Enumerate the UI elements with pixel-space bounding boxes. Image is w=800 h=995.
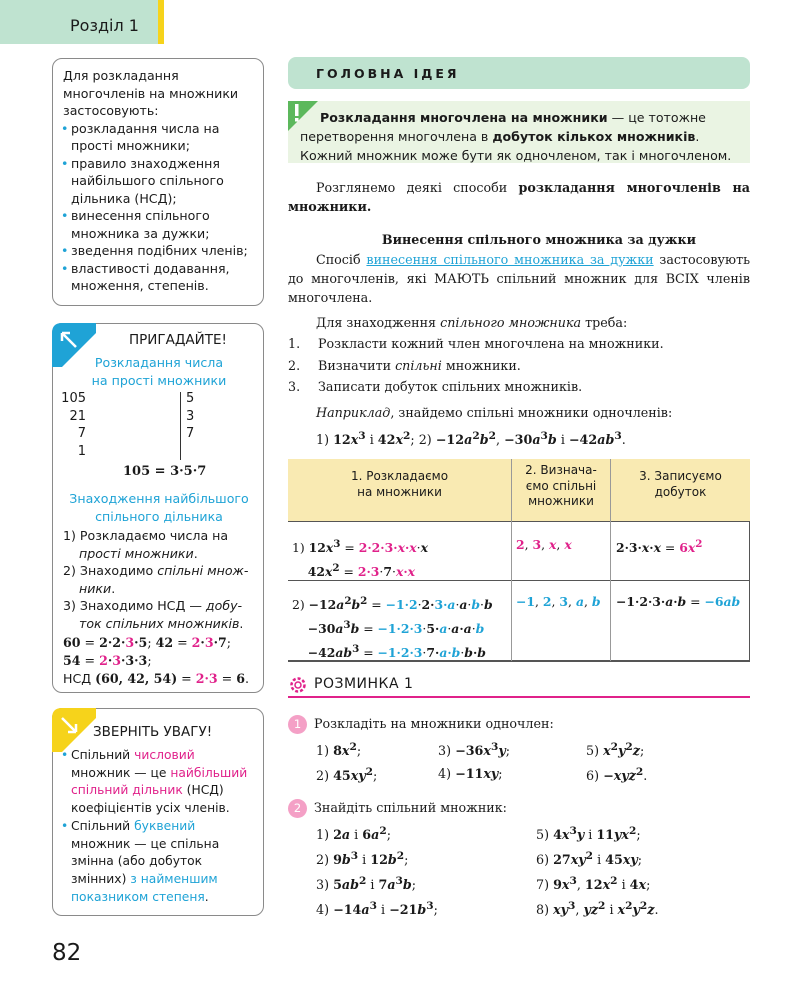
- table-cell: $2) -12a^2b^2 = -1\cdot 2\cdot 2\cdot 3\cdot a\cdot a\cdot b\cdot b$ $-30a^3b = -1\cdot 2\cdot 3\cdot 5\cdot a\cdot a\cdot a\cdot b$ $-42ab^3 = -1\cdot 2\cdot 3\cdot 7\cdot a\cdot b\cdot b\cdot b$: [292, 595, 493, 661]
- attention-list: [61, 747, 257, 906]
- example-expressions: 1) $12x^3$ і $42x^2$; $2) -12a^2b^2$, $-30a^3b$ $і -42ab^3$.: [316, 430, 626, 448]
- exercise-item: $3) -36x^3y$;: [438, 741, 510, 759]
- intro-list: [63, 120, 253, 295]
- task-number-badge: 1: [288, 715, 307, 734]
- factor-prime: 3: [186, 408, 195, 424]
- table-cell: 1) $12x^3 = 2\cdot 2\cdot 3\cdot x\cdot x\cdot x$ $42x^2 = 2\cdot 3\cdot 7\cdot x\cdot x$: [292, 538, 429, 580]
- gcd-step-2: 2) Знаходимо спільні множ- ники.: [63, 563, 249, 596]
- example-paragraph: Наприклад, знайдемо спільні множники одночленів:: [316, 405, 673, 420]
- exercise-item: 6) −xyz$^2$.: [586, 766, 648, 784]
- intro-item: • розкладання числа на прості множники;: [63, 120, 253, 155]
- gcd-example: 60 = 2·2·3·5; 42 = 2·3·7; 54 = 2·3·3·3; НСД (60, 42, 54) = 2·3 = 6.: [63, 635, 249, 686]
- method-paragraph: Спосіб винесення спільного множника за дужки застосовують до многочленів, які МАЮТЬ спільний множник для ВСІХ членів многочлена.: [288, 252, 750, 305]
- exercise-item: 7) $9x^3$, $12x^2$ і 4x;: [536, 875, 651, 893]
- factor-value: 7: [77, 426, 86, 441]
- intro-box: [52, 58, 264, 306]
- exercise-item: 1) $8x^2$;: [316, 741, 362, 759]
- definition-box: [288, 101, 750, 163]
- recall-subtitle: Розкладання числа: [94, 355, 224, 370]
- factor-value: 1: [77, 443, 86, 459]
- factor-prime: 7: [186, 426, 195, 441]
- exercise-item: 4) −11xy;: [438, 766, 503, 781]
- section-tab: [0, 0, 164, 44]
- arrow-corner-icon: [52, 708, 96, 752]
- page-number: 82: [52, 940, 82, 966]
- steps-list: [288, 333, 664, 398]
- table-header: 1. Розкладаємо на множники: [288, 459, 511, 521]
- step-item: 1. Розкласти кожний член многочлена на множники.: [288, 336, 664, 351]
- gcd-title: Знаходження найбільшого: [69, 491, 249, 506]
- exercise-item: 1) 2a і $6a^2$;: [316, 825, 391, 843]
- method-heading: Винесення спільного множника за дужки: [381, 232, 697, 247]
- warmup-title: РОЗМИНКА 1: [314, 676, 414, 692]
- table-cell: 2, 3, x, x: [516, 537, 572, 552]
- exercise-item: 5) $4x^3y$ і $11yx^2$;: [536, 825, 641, 843]
- example-table: [288, 459, 750, 661]
- factor-prime: 5: [186, 391, 195, 406]
- table-header: 3. Записуємо добуток: [611, 459, 750, 521]
- find-paragraph: Для знаходження спільного множника треба:: [316, 315, 628, 330]
- warmup-divider: [288, 696, 750, 698]
- factor-divider: [180, 392, 181, 460]
- intro-item: • винесення спільного множника за дужки;: [63, 207, 253, 242]
- gear-icon: [288, 675, 308, 695]
- recall-title: ПРИГАДАЙТЕ!: [129, 332, 227, 348]
- intro-item: • властивості додавання, множення, степенів.: [63, 260, 253, 295]
- intro-paragraph: Розглянемо деякі способи розкладання многочленів на множники.: [288, 180, 750, 214]
- exercise-item: 6) $27xy^2$ і 45xy;: [536, 850, 643, 868]
- step-item: 3. Записати добуток спільних множників.: [288, 379, 583, 395]
- step-item: 2. Визначити спільні множники.: [288, 357, 521, 373]
- gcd-steps: [63, 527, 263, 632]
- attention-title: ЗВЕРНІТЬ УВАГУ!: [93, 724, 213, 740]
- main-idea-title: ГОЛОВНА ІДЕЯ: [316, 66, 460, 81]
- exercise-item: 8) $xy^3$, $yz^2$ і $x^2y^2z$.: [536, 900, 659, 918]
- recall-subtitle: на прості множники: [91, 373, 227, 388]
- gcd-step-3: 3) Знаходимо НСД — добу- ток спільних множників.: [63, 598, 244, 631]
- table-cell: $2\cdot 3\cdot x\cdot x = 6x^2$: [616, 538, 703, 556]
- table-cell: −1, 2, 3, a, b: [516, 594, 601, 609]
- exercise-item: 5) $x^2y^2z$;: [586, 741, 645, 759]
- intro-item: • зведення подібних членів;: [63, 242, 253, 260]
- intro-item: • правило знаходження найбільшого спільного дільника (НСД);: [63, 155, 253, 208]
- task-2-prompt: Знайдіть спільний множник:: [314, 800, 507, 815]
- attention-item: • Спільний числовий множник — це найбільший спільний дільник (НСД) коефіцієнтів усіх членів.: [61, 747, 257, 818]
- exercise-item: 3) $5ab^2$ і $7a^3b$;: [316, 875, 417, 893]
- factor-value: 105: [61, 391, 86, 406]
- exercise-item: 2) $9b^3$ і $12b^2$;: [316, 850, 409, 868]
- attention-box: [52, 708, 264, 916]
- section-label: Розділ 1: [70, 16, 139, 35]
- exercise-item: 2) $45xy^2$;: [316, 766, 378, 784]
- exercise-item: $4) -14a^3$ $і -21b^3$;: [316, 900, 438, 918]
- task-number-badge: 2: [288, 799, 307, 818]
- task-1-prompt: Розкладіть на множники одночлен:: [314, 716, 554, 731]
- recall-box: [52, 323, 264, 693]
- table-header: 2. Визнача- ємо спільні множники: [512, 459, 610, 521]
- main-idea-bar: [288, 57, 750, 89]
- table-cell: −1·2·3·a·b = −6ab: [616, 594, 741, 609]
- intro-lead: Для розкладання многочленів на множники застосовують:: [63, 68, 239, 118]
- factor-value: 21: [69, 408, 86, 424]
- gcd-step-1: 1) Розкладаємо числа на прості множники.: [63, 528, 229, 561]
- factor-result: 105 = 3·5·7: [123, 464, 207, 479]
- attention-item: • Спільний буквений множник — це спільна змінна (або добуток змінних) з найменшим показником степеня.: [61, 818, 257, 907]
- definition-text: Розкладання многочлена на множники — це тотожне перетворення многочлена в добуток кількох множників. Кожний множник може бути як одночленом, так і многочленом.: [300, 110, 732, 163]
- gcd-title: спільного дільника: [95, 509, 223, 524]
